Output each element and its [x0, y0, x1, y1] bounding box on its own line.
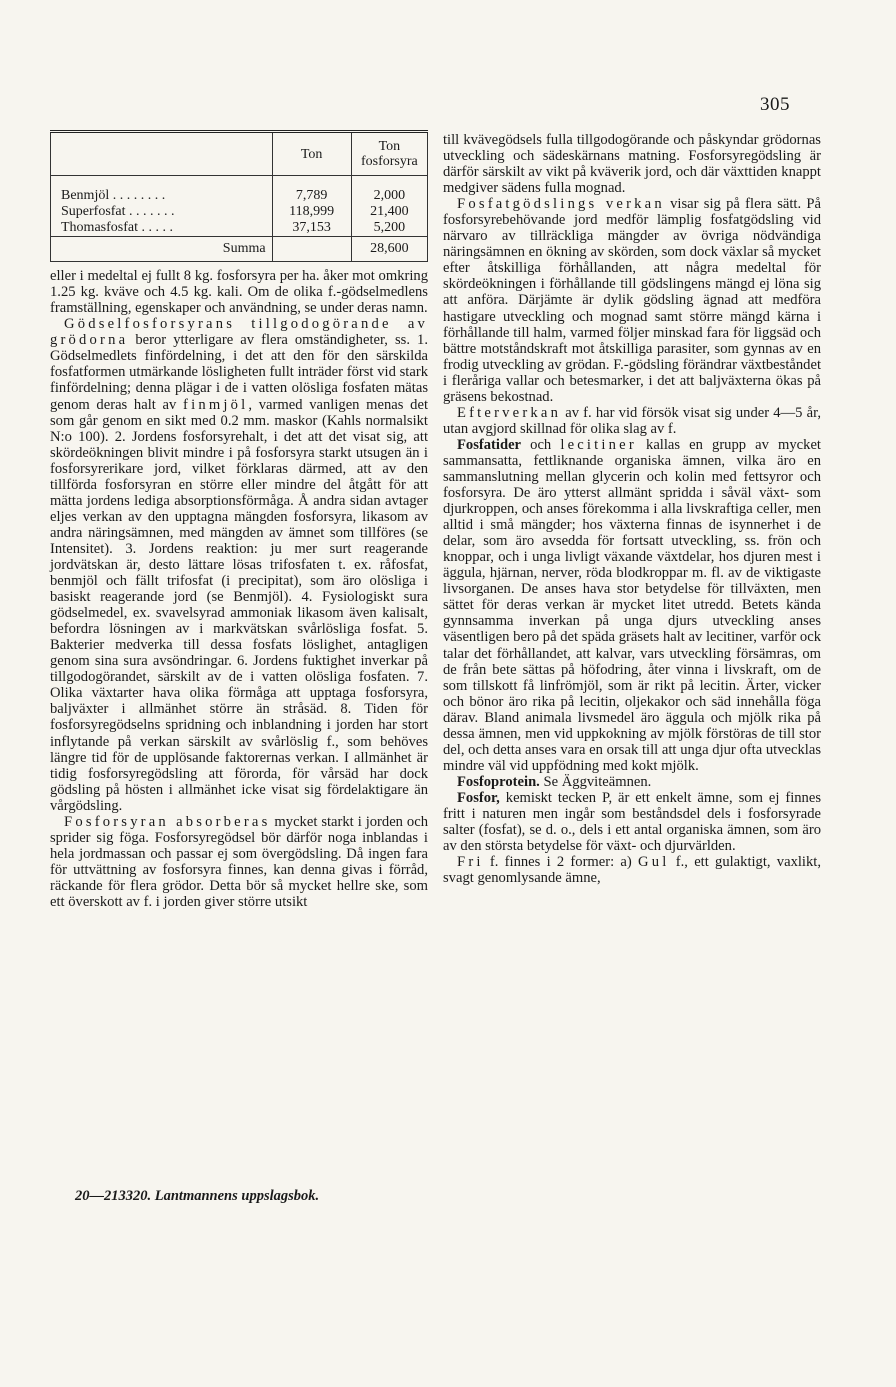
page-number: 305: [760, 94, 790, 115]
table-summa-row: [51, 237, 428, 262]
entry-headword: Fosfatider: [457, 436, 522, 453]
row-name: Benmjöl . . . . . . . .: [51, 188, 273, 204]
entry-fosfatider: Fosfatider och lecitiner kallas en grupp av mycket sammansatta, fettliknande organiska ämnen, vilka äro en sammanslutning mellan glycerin och kolin med fettsyror och fosforsyra. De äro ytterst allmänt spridda i såväl växt- som djurkroppen, och anses förekomma i alla livskraftiga celler, men alltid i små mängder; hos växterna finnas de isynnerhet i de delar, som äro avsedda för fortsatt utveckling, ss. frön och knoppar, och i unga livligt växande växtdelar, hos djuren mest i äggula, hjärnan, nerver, röda blodkroppar m. fl. av de viktigaste livsorganen. De anses hava stor betydelse för tillväxten, men sättet för deras verkan är mycket litet utredd. Betets kända gynnsamma inverkan på unga djurs utveckling anses väsentligen bero på det späda gräsets halt av lecitiner, varför ock talar det förhållandet, att kalvar, vars utveckling försämras, om de från bete sättas på höfodring, åter vinna i livskraft, om de som tillskott få linfrömjöl, som är rikt på lecitin. Ärter, vicker och bönor äro rika på lecitin, oljekakor och säd innehålla föga därav. Bland animala livsmedel äro äggula och mjölk rika på dessa ämnen, men vid uppkokning av mjölk förstöras de till stor del, och detta anses vara en orsak till att unga djur ofta utvecklas mindre väl vid uppfödning med kokt mjölk.: [443, 436, 821, 774]
entry-fosfor: Fosfor, kemiskt tecken P, är ett enkelt ämne, som ej finnes fritt i naturen men ingår som beståndsdel dels i fosforsyrade salter (fosfat), se d. o., dels i ett antal organiska ämnen, som äro av den största betydelse för växt- och djurvärlden.: [443, 789, 821, 855]
phosphate-table: [50, 133, 428, 262]
row-fosforsyra: 21,400: [351, 204, 427, 220]
paragraph: Fri f. finnes i 2 former: a) Gul f., ett gulaktigt, vaxlikt, svagt genomlysande ämne,: [443, 854, 821, 887]
row-ton: 7,789: [272, 188, 351, 204]
summa-label: Summa: [51, 237, 273, 262]
row-fosforsyra: 5,200: [351, 220, 427, 237]
paragraph: Gödselfosforsyrans tillgodogörande av grödorna beror ytterligare av flera omständigheter, ss. 1. Gödselmedlets finfördelning, i det att den för den särskilda fosfatformen utmärkande lösligheten fullt inträder först vid stark finfördelning; denna plägar i de i vatten olösliga fosfaten mätas genom deras halt av finmjöl, varmed vanligen menas det som går genom en sikt med 0.2 mm. maskor (Kahls normalsikt N:o 100). 2. Jordens fosforsyrehalt, i det att det visat sig, att skördeökningen blivit mindre i på fosforsyra starkt utsugen än i fosforsyrerikare jord, vilket förklaras därmed, att av den tillförda fosforsyran en större eller mindre del åtgått för att mätta jordens lediga absorptionsförmåga. Å andra sidan avtager eljes verkan av den upptagna mängden fosforsyra, likasom av andra näringsämnen, med mängden av ämnet som tillföres (se Intensitet). 3. Jordens reaktion: ju mer surt reagerande jordvätskan är, desto lättare lösas trifosfaten t. ex. råfosfat, benmjöl och fällt trifosfat (i precipitat), som äro olösliga i basiskt reagerande jord (se Benmjöl). 4. Fysiologiskt sura gödselmedel, ex. svavelsyrad ammoniak likasom även kalisalt, befordra lösningen av i markvätskan svårlösliga fosfat. 5. Bakterier medverka till dessa fosfats löslighet, antagligen genom sina sura avsöndringar. 6. Jordens fuktighet inverkar på tillgodogörandet, särskilt av de i vatten olösliga fosfaten. 7. Olika växtarter hava olika förmåga att upptaga fosforsyra, baljväxter i allmänhet större än stråsäd. 8. Tiden för fosforsyregödselns spridning och inblandning i jorden har stort inflytande på verkan särskilt av svårlöslig f., som behöves längre tid för de upplösande faktorernas verkan. I allmänhet är tidig fosforsyregödsling att förorda, för vårsäd har dock gödsling på hösten i allmänhet icke visat sig fördelaktigare än vårgödsling.: [50, 316, 428, 814]
right-column: [443, 132, 821, 886]
table-row: [51, 204, 428, 220]
table-row: [51, 188, 428, 204]
row-ton: 118,999: [272, 204, 351, 220]
header-ton-fosforsyra: Ton fosforsyra: [351, 133, 427, 176]
paragraph: eller i medeltal ej fullt 8 kg. fosforsyra per ha. åker mot omkring 1.25 kg. kväve och 4.5 kg. kali. Om de olika f.-gödselmedlens framställning, egenskaper och användning, se under deras namn.: [50, 268, 428, 317]
spaced-heading: Fosforsyran absorberas: [64, 813, 271, 830]
row-fosforsyra: 2,000: [351, 188, 427, 204]
row-ton: 37,153: [272, 220, 351, 237]
spaced-heading: Gödselfosforsyrans tillgodogörande av grödorna: [50, 316, 428, 349]
page-footer: 20—213320. Lantmannens uppslagsbok.: [75, 1188, 320, 1204]
table-header-row: [51, 133, 428, 176]
entry-headword: Fosfoprotein.: [457, 773, 540, 790]
paragraph: Efterverkan av f. har vid försök visat sig under 4—5 år, utan avgjord skillnad för olika slag av f.: [443, 404, 821, 437]
spaced-heading: Fosfatgödslings verkan: [457, 196, 665, 213]
paragraph: Fosfatgödslings verkan visar sig på flera sätt. På fosforsyrebehövande jord medför lämplig fosfatgödsling vid närvaro av tillräckliga mängder av övriga nödvändiga näringsämnen en ökning av skörden, som dock växlar så mycket efter åtskilliga förhållanden, att några medeltal för skördeökningen i förhållande till gödslingens mängd ej löna sig att anföra. Därjämte är dylik gödsling ägnad att medföra hastigare utveckling och mognad samt större mängd kärna i förhållande till halm, varmed följer minskad fara för liggsäd och bättre motståndskraft mot åtskilliga parasiter, som gynnas av en frodig utveckling av grödan. F.-gödsling förändrar växtbeståndet i fleråriga vallar och betesmarker, i det att baljväxterna ökas på gräsens bekostnad.: [443, 196, 821, 405]
paragraph: till kvävegödsels fulla tillgodogörande och påskyndar grödornas utveckling och sädeskärnans matning. Fosforsyregödsling är därför särskilt av vikt på kväverik jord, och där växttiden knappt medgiver sädens fulla mognad.: [443, 132, 821, 197]
row-name: Superfosfat . . . . . . .: [51, 204, 273, 220]
table-row: [51, 220, 428, 237]
header-ton: Ton: [272, 133, 351, 176]
entry-fosfoprotein: Fosfoprotein. Se Äggviteämnen.: [457, 773, 652, 790]
paragraph: Fosforsyran absorberas mycket starkt i jorden och sprider sig föga. Fosforsyregödsel bör därför noga inblandas i hela jordmassan och passar ej som övergödsling. Då ingen fara för uttvättning av fosforsyra finnes, kan denna givas i förråd, räckande för flera grödor. Detta bör så mycket hellre ske, som ett överskott av f. i jorden giver större utsikt: [50, 813, 428, 910]
left-column: [50, 130, 428, 910]
entry-headword: Fosfor,: [457, 789, 500, 806]
spaced-heading: Efterverkan: [457, 404, 562, 421]
row-name: Thomasfosfat . . . . .: [51, 220, 273, 237]
spaced-heading: Fri: [457, 854, 484, 871]
summa-value: 28,600: [351, 237, 427, 262]
